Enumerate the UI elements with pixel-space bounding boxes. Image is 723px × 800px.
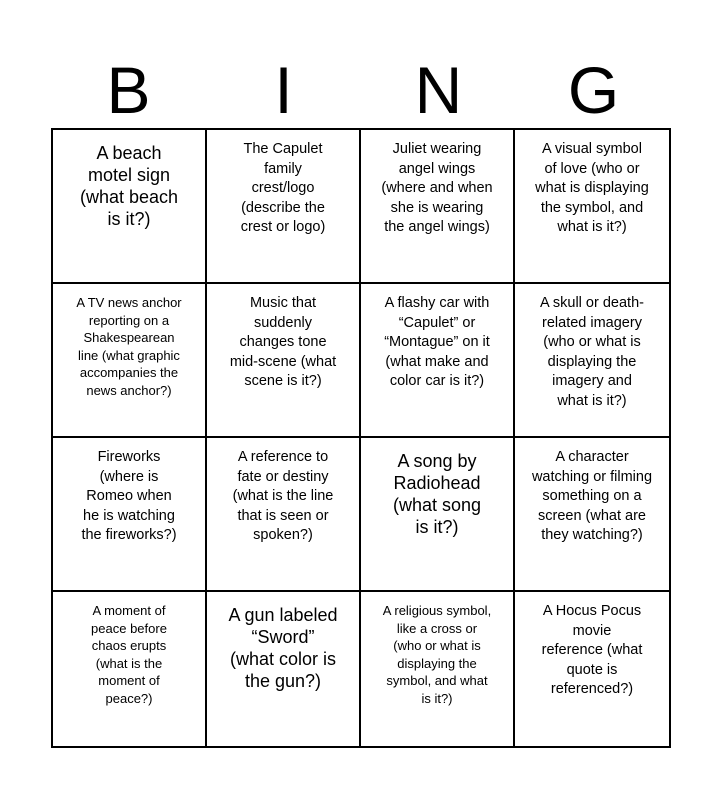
bingo-cell[interactable]: [207, 130, 361, 284]
bingo-cell[interactable]: [361, 592, 515, 746]
bingo-cell[interactable]: [53, 130, 207, 284]
cell-text: A TV news anchor reporting on a Shakespearean line (what graphic accompanies the news anchor?): [76, 295, 182, 398]
bingo-grid: [51, 128, 671, 748]
cell-text: A beach motel sign (what beach is it?): [79, 143, 179, 229]
cell-text: A gun labeled “Sword” (what color is the gun?): [228, 605, 338, 691]
bingo-cell[interactable]: [207, 438, 361, 592]
bingo-cell[interactable]: [515, 130, 669, 284]
bingo-cell[interactable]: [515, 438, 669, 592]
header-letter-b: B: [106, 53, 151, 127]
cell-text: A reference to fate or destiny (what is the line that is seen or spoken?): [232, 449, 334, 543]
header-letter-g: G: [567, 53, 620, 127]
bingo-cell[interactable]: [53, 284, 207, 438]
cell-text: A religious symbol, like a cross or (who or what is displaying the symbol, and what is it?): [382, 603, 492, 706]
bingo-cell[interactable]: [361, 438, 515, 592]
cell-text: A moment of peace before chaos erupts (what is the moment of peace?): [91, 603, 167, 706]
cell-text: A visual symbol of love (who or what is displaying the symbol, and what is it?): [535, 141, 649, 235]
bingo-cell[interactable]: [515, 284, 669, 438]
bingo-cell[interactable]: [53, 438, 207, 592]
bingo-cell[interactable]: [207, 284, 361, 438]
cell-text: The Capulet family crest/logo (describe the crest or logo): [240, 141, 326, 235]
cell-text: A flashy car with “Capulet” or “Montague” on it (what make and color car is it?): [384, 295, 490, 389]
cell-text: Juliet wearing angel wings (where and when she is wearing the angel wings): [381, 141, 493, 235]
cell-text: A skull or death- related imagery (who or what is displaying the imagery and what is it?): [540, 295, 644, 409]
header-letter-i: I: [274, 53, 293, 127]
cell-text: Music that suddenly changes tone mid-scene (what scene is it?): [229, 295, 337, 389]
cell-text: Fireworks (where is Romeo when he is watching the fireworks?): [81, 449, 177, 543]
cell-text: A song by Radiohead (what song is it?): [392, 451, 482, 537]
cell-text: A Hocus Pocus movie reference (what quote is referenced?): [541, 603, 643, 697]
bingo-cell[interactable]: [53, 592, 207, 746]
bingo-cell[interactable]: [361, 284, 515, 438]
cell-text: A character watching or filming something on a screen (what are they watching?): [531, 449, 653, 543]
bingo-cell[interactable]: [361, 130, 515, 284]
bingo-header: [51, 50, 671, 130]
header-letter-n: N: [414, 53, 463, 127]
bingo-cell[interactable]: [207, 592, 361, 746]
bingo-cell[interactable]: [515, 592, 669, 746]
